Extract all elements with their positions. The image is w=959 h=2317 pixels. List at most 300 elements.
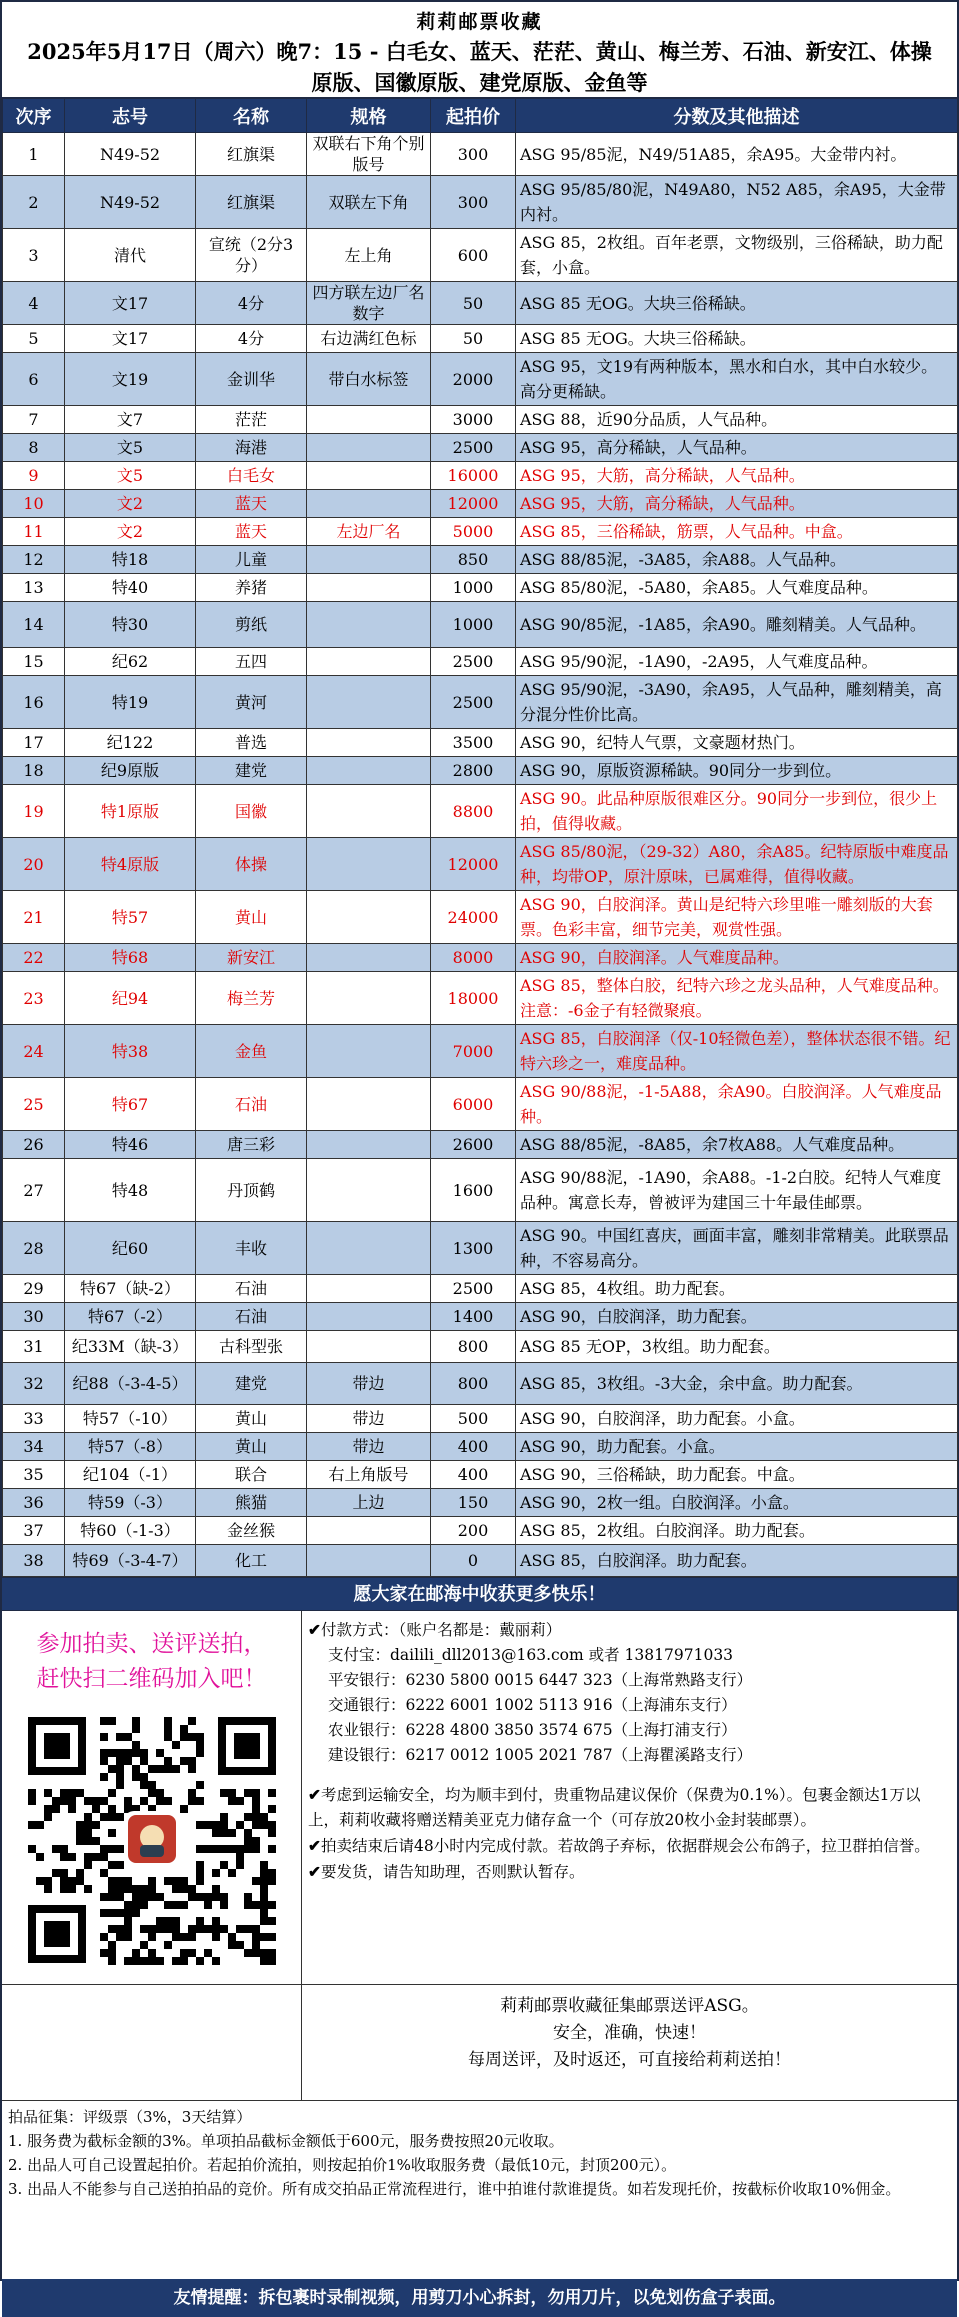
lot-code: 特67（缺-2） (65, 1275, 196, 1303)
lot-code: 纪104（-1） (65, 1461, 196, 1489)
lot-start-price: 1600 (431, 1159, 516, 1222)
lot-start-price: 1000 (431, 574, 516, 602)
lot-number: 13 (3, 574, 65, 602)
lot-start-price: 16000 (431, 462, 516, 490)
lot-name: 熊猫 (196, 1489, 307, 1517)
page-subtitle-line1: 2025年5月17日（周六）晚7：15 - 白毛女、蓝天、茫茫、黄山、梅兰芳、石油、新安江、体操 (27, 39, 932, 64)
table-row (3, 434, 958, 462)
lot-spec (307, 1275, 431, 1303)
qr-code-graphic (22, 1711, 282, 1969)
lot-number: 26 (3, 1131, 65, 1159)
lot-number: 37 (3, 1517, 65, 1545)
lot-start-price: 12000 (431, 838, 516, 891)
header-spec: 规格 (307, 99, 431, 133)
lot-name: 金训华 (196, 353, 307, 406)
table-row (3, 972, 958, 1025)
lot-start-price: 18000 (431, 972, 516, 1025)
lot-code: 文5 (65, 434, 196, 462)
note-shipping: 考虑到运输安全，均为顺丰到付，贵重物品建议保价（保费为0.1%）。包裹金额达1万以上，莉莉收藏将赠送精美亚克力储存盒一个（可存放20枚小金封装邮票）。 (308, 1786, 921, 1829)
lot-description: ASG 90。此品种原版很难区分。90同分一步到位，很少上拍，值得收藏。 (516, 785, 958, 838)
lot-name: 黄山 (196, 1405, 307, 1433)
lot-spec: 四方联左边厂名数字 (307, 282, 431, 325)
lot-description: ASG 90，白胶润泽。人气难度品种。 (516, 944, 958, 972)
lot-description: ASG 85，整体白胶，纪特六珍之龙头品种，人气难度品种。注意：-6金子有轻微聚痕。 (516, 972, 958, 1025)
table-row (3, 490, 958, 518)
lot-name: 剪纸 (196, 602, 307, 648)
alipay-line: 支付宝：dailili_dll2013@163.com 或者 13817971033 (328, 1646, 734, 1664)
lot-start-price: 850 (431, 546, 516, 574)
lot-name: 丰收 (196, 1222, 307, 1275)
lot-name: 黄山 (196, 891, 307, 944)
lot-code: 纪62 (65, 648, 196, 676)
payment-label: 付款方式：（账户名都是：戴丽莉） (321, 1621, 562, 1639)
lot-name: 养猪 (196, 574, 307, 602)
lot-description: ASG 85 无OG。大块三俗稀缺。 (516, 325, 958, 353)
lot-start-price: 2000 (431, 353, 516, 406)
lot-spec (307, 648, 431, 676)
lot-description: ASG 95，文19有两种版本，黑水和白水，其中白水较少。高分更稀缺。 (516, 353, 958, 406)
lot-code: 特18 (65, 546, 196, 574)
lot-description: ASG 88，近90分品质，人气品种。 (516, 406, 958, 434)
table-row (3, 282, 958, 325)
lot-number: 22 (3, 944, 65, 972)
lot-number: 21 (3, 891, 65, 944)
lot-name: 白毛女 (196, 462, 307, 490)
bank-line-0: 平安银行：6230 5800 0015 6447 323（上海常熟路支行） (328, 1671, 753, 1689)
lot-start-price: 3000 (431, 406, 516, 434)
lot-number: 30 (3, 1303, 65, 1331)
lot-number: 4 (3, 282, 65, 325)
lot-number: 10 (3, 490, 65, 518)
lot-description: ASG 85，白胶润泽（仅-10轻微色差），整体状态很不错。纪特六珍之一，难度品种。 (516, 1025, 958, 1078)
lot-description: ASG 85，4枚组。助力配套。 (516, 1275, 958, 1303)
check-icon: ✔ (308, 1862, 321, 1881)
qr-code[interactable] (22, 1711, 282, 1969)
lot-spec (307, 574, 431, 602)
lot-description: ASG 90，2枚一组。白胶润泽。小盒。 (516, 1489, 958, 1517)
lot-description: ASG 95，大筋，高分稀缺，人气品种。 (516, 490, 958, 518)
lot-name: 茫茫 (196, 406, 307, 434)
bank-line-1: 交通银行：6222 6001 1002 5113 916（上海浦东支行） (328, 1696, 737, 1714)
table-row (3, 518, 958, 546)
consignment-rules (2, 2101, 957, 2279)
table-row (3, 1275, 958, 1303)
lot-name: 4分 (196, 282, 307, 325)
lot-name: 梅兰芳 (196, 972, 307, 1025)
lot-number: 7 (3, 406, 65, 434)
lot-code: 特46 (65, 1131, 196, 1159)
lot-number: 17 (3, 729, 65, 757)
lot-start-price: 3500 (431, 729, 516, 757)
table-row (3, 133, 958, 176)
lot-description: ASG 95/90泥，-1A90，-2A95，人气难度品种。 (516, 648, 958, 676)
lot-code: 清代 (65, 229, 196, 282)
table-row (3, 1025, 958, 1078)
lot-number: 27 (3, 1159, 65, 1222)
lot-spec: 右上角版号 (307, 1461, 431, 1489)
table-row (3, 1363, 958, 1405)
lot-start-price: 8800 (431, 785, 516, 838)
table-row (3, 176, 958, 229)
lot-description: ASG 90，助力配套。小盒。 (516, 1433, 958, 1461)
lot-name: 联合 (196, 1461, 307, 1489)
table-row (3, 1159, 958, 1222)
lot-number: 35 (3, 1461, 65, 1489)
lot-description: ASG 95，高分稀缺，人气品种。 (516, 434, 958, 462)
lot-spec (307, 1517, 431, 1545)
lot-start-price: 400 (431, 1433, 516, 1461)
lot-table (2, 98, 958, 1577)
lot-name: 石油 (196, 1303, 307, 1331)
table-row (3, 546, 958, 574)
rules-title: 拍品征集：评级票（3%，3天结算） (8, 2108, 252, 2126)
lot-number: 29 (3, 1275, 65, 1303)
lot-start-price: 2500 (431, 1275, 516, 1303)
lot-description: ASG 85，三俗稀缺，筋票，人气品种。中盒。 (516, 518, 958, 546)
lot-spec (307, 406, 431, 434)
lot-spec (307, 676, 431, 729)
header-code: 志号 (65, 99, 196, 133)
lot-start-price: 50 (431, 282, 516, 325)
rule-item-2: 2. 出品人可自己设置起拍价。若起拍价流拍，则按起拍价1%收取服务费（最低10元，封顶200元）。 (8, 2156, 677, 2174)
lot-description: ASG 85/80泥，（29-32）A80，余A85。纪特原版中难度品种，均带OP，原汁原味，已属难得，值得收藏。 (516, 838, 958, 891)
lot-code: 特4原版 (65, 838, 196, 891)
lot-spec (307, 1078, 431, 1131)
lot-description: ASG 85 无OG。大块三俗稀缺。 (516, 282, 958, 325)
lot-start-price: 300 (431, 133, 516, 176)
lot-spec: 右边满红色标 (307, 325, 431, 353)
lot-code: 特38 (65, 1025, 196, 1078)
lot-spec (307, 1159, 431, 1222)
lot-code: 特30 (65, 602, 196, 648)
motto-section (2, 1985, 957, 2101)
lot-description: ASG 88/85泥，-8A85，余7枚A88。人气难度品种。 (516, 1131, 958, 1159)
lot-description: ASG 90，白胶润泽，助力配套。小盒。 (516, 1405, 958, 1433)
lot-number: 12 (3, 546, 65, 574)
lot-start-price: 600 (431, 229, 516, 282)
lot-number: 24 (3, 1025, 65, 1078)
lot-number: 11 (3, 518, 65, 546)
table-row (3, 602, 958, 648)
table-row (3, 353, 958, 406)
lot-spec: 带边 (307, 1363, 431, 1405)
lot-number: 2 (3, 176, 65, 229)
lot-name: 儿童 (196, 546, 307, 574)
lot-number: 8 (3, 434, 65, 462)
lot-description: ASG 90/88泥，-1-5A88，余A90。白胶润泽。人气难度品种。 (516, 1078, 958, 1131)
lot-start-price: 6000 (431, 1078, 516, 1131)
check-icon: ✔ (308, 1620, 321, 1639)
lot-description: ASG 90。中国红喜庆，画面丰富，雕刻非常精美。此联票品种，不容易高分。 (516, 1222, 958, 1275)
lot-code: 特67（-2） (65, 1303, 196, 1331)
lot-name: 普选 (196, 729, 307, 757)
lot-code: 特69（-3-4-7） (65, 1545, 196, 1577)
lot-spec: 上边 (307, 1489, 431, 1517)
lot-description: ASG 90/85泥，-1A85，余A90。雕刻精美。人气品种。 (516, 602, 958, 648)
lot-number: 15 (3, 648, 65, 676)
lot-name: 金丝猴 (196, 1517, 307, 1545)
lot-spec (307, 944, 431, 972)
lot-code: 特48 (65, 1159, 196, 1222)
lot-start-price: 7000 (431, 1025, 516, 1078)
table-row (3, 1222, 958, 1275)
page-subtitle-line2: 原版、国徽原版、建党原版、金鱼等 (311, 70, 648, 95)
lot-number: 16 (3, 676, 65, 729)
lot-start-price: 1300 (431, 1222, 516, 1275)
lot-number: 14 (3, 602, 65, 648)
lot-number: 31 (3, 1331, 65, 1363)
lot-name: 4分 (196, 325, 307, 353)
lot-name: 蓝天 (196, 518, 307, 546)
lot-spec (307, 891, 431, 944)
lot-start-price: 200 (431, 1517, 516, 1545)
lot-description: ASG 90/88泥，-1A90，余A88。-1-2白胶。纪特人气难度品种。寓意长寿，曾被评为建国三十年最佳邮票。 (516, 1159, 958, 1222)
lot-spec (307, 729, 431, 757)
check-icon: ✔ (308, 1785, 321, 1804)
lot-start-price: 800 (431, 1331, 516, 1363)
lot-number: 19 (3, 785, 65, 838)
lot-start-price: 0 (431, 1545, 516, 1577)
rule-item-3: 3. 出品人不能参与自己送拍拍品的竞价。所有成交拍品正常流程进行，谁中拍谁付款谁提货。如若发现托价，按截标价收取10%佣金。 (8, 2180, 901, 2198)
table-row (3, 676, 958, 729)
table-row (3, 1461, 958, 1489)
lot-number: 18 (3, 757, 65, 785)
lot-start-price: 150 (431, 1489, 516, 1517)
lot-code: 特57（-8） (65, 1433, 196, 1461)
lot-name: 金鱼 (196, 1025, 307, 1078)
lot-start-price: 5000 (431, 518, 516, 546)
lot-spec (307, 1131, 431, 1159)
lot-description: ASG 85/80泥，-5A80，余A85。人气难度品种。 (516, 574, 958, 602)
lot-code: 文2 (65, 518, 196, 546)
lot-code: 文2 (65, 490, 196, 518)
lot-code: 纪33M（缺-3） (65, 1331, 196, 1363)
lot-description: ASG 90，三俗稀缺，助力配套。中盒。 (516, 1461, 958, 1489)
lot-number: 3 (3, 229, 65, 282)
lot-code: 文17 (65, 282, 196, 325)
lot-code: 纪122 (65, 729, 196, 757)
info-section (2, 1611, 957, 1985)
table-row (3, 1303, 958, 1331)
promo-panel (2, 1611, 302, 1984)
wish-banner: 愿大家在邮海中收获更多快乐！ (2, 1577, 957, 1611)
lot-spec (307, 462, 431, 490)
table-header-row (3, 99, 958, 133)
lot-name: 唐三彩 (196, 1131, 307, 1159)
table-row (3, 406, 958, 434)
lot-start-price: 12000 (431, 490, 516, 518)
promo-line2: 赶快扫二维码加入吧！ (36, 1666, 267, 1692)
lot-name: 五四 (196, 648, 307, 676)
lot-start-price: 1400 (431, 1303, 516, 1331)
lot-start-price: 24000 (431, 891, 516, 944)
lot-number: 25 (3, 1078, 65, 1131)
table-row (3, 757, 958, 785)
table-row (3, 1331, 958, 1363)
table-row (3, 1545, 958, 1577)
lot-name: 黄河 (196, 676, 307, 729)
lot-spec (307, 1025, 431, 1078)
lot-name: 石油 (196, 1078, 307, 1131)
lot-name: 国徽 (196, 785, 307, 838)
header-price: 起拍价 (431, 99, 516, 133)
lot-spec (307, 972, 431, 1025)
lot-code: 文17 (65, 325, 196, 353)
note-payment-deadline: 拍卖结束后请48小时内完成付款。若故鸽子弃标，依据群规会公布鸽子，拉卫群拍信誉。 (321, 1837, 930, 1855)
lot-code: 纪94 (65, 972, 196, 1025)
lot-spec (307, 546, 431, 574)
lot-start-price: 400 (431, 1461, 516, 1489)
lot-code: 文5 (65, 462, 196, 490)
lot-description: ASG 85 无OP，3枚组。助力配套。 (516, 1331, 958, 1363)
lot-number: 38 (3, 1545, 65, 1577)
lot-start-price: 8000 (431, 944, 516, 972)
lot-description: ASG 90，白胶润泽。黄山是纪特六珍里唯一雕刻版的大套票。色彩丰富，细节完美，观赏性强。 (516, 891, 958, 944)
lot-code: 纪9原版 (65, 757, 196, 785)
lot-name: 蓝天 (196, 490, 307, 518)
lot-spec (307, 1222, 431, 1275)
lot-number: 5 (3, 325, 65, 353)
table-row (3, 1078, 958, 1131)
table-row (3, 1489, 958, 1517)
lot-name: 海港 (196, 434, 307, 462)
lot-description: ASG 85，2枚组。白胶润泽。助力配套。 (516, 1517, 958, 1545)
lot-spec: 左上角 (307, 229, 431, 282)
lot-description: ASG 88/85泥，-3A85，余A88。人气品种。 (516, 546, 958, 574)
lot-number: 20 (3, 838, 65, 891)
lot-spec (307, 757, 431, 785)
lot-description: ASG 95/85泥，N49/51A85，余A95。大金带内衬。 (516, 133, 958, 176)
lot-name: 红旗渠 (196, 133, 307, 176)
lot-code: 特67 (65, 1078, 196, 1131)
header-desc: 分数及其他描述 (516, 99, 958, 133)
lot-description: ASG 90，原版资源稀缺。90同分一步到位。 (516, 757, 958, 785)
lot-description: ASG 90，纪特人气票，文豪题材热门。 (516, 729, 958, 757)
lot-description: ASG 95/85/80泥，N49A80，N52 A85，余A95，大金带内衬。 (516, 176, 958, 229)
title-block (2, 2, 957, 98)
motto-line3: 每周送评，及时返还，可直接给莉莉送拍！ (468, 2050, 791, 2070)
lot-start-price: 2500 (431, 648, 516, 676)
lot-number: 1 (3, 133, 65, 176)
lot-code: N49-52 (65, 176, 196, 229)
table-row (3, 648, 958, 676)
table-row (3, 325, 958, 353)
lot-code: 纪88（-3-4-5） (65, 1363, 196, 1405)
lot-description: ASG 85，白胶润泽。助力配套。 (516, 1545, 958, 1577)
lot-name: 石油 (196, 1275, 307, 1303)
lot-spec (307, 434, 431, 462)
table-row (3, 891, 958, 944)
lot-start-price: 800 (431, 1363, 516, 1405)
lot-name: 化工 (196, 1545, 307, 1577)
lot-number: 34 (3, 1433, 65, 1461)
lot-spec: 双联右下角个别版号 (307, 133, 431, 176)
lot-code: 特19 (65, 676, 196, 729)
lot-name: 黄山 (196, 1433, 307, 1461)
lot-name: 建党 (196, 757, 307, 785)
lot-name: 丹顶鹤 (196, 1159, 307, 1222)
lot-description: ASG 85，2枚组。百年老票，文物级别，三俗稀缺，助力配套，小盒。 (516, 229, 958, 282)
lot-start-price: 2600 (431, 1131, 516, 1159)
lot-spec: 带边 (307, 1405, 431, 1433)
lot-number: 32 (3, 1363, 65, 1405)
lot-code: 特57 (65, 891, 196, 944)
table-row (3, 729, 958, 757)
lot-spec (307, 785, 431, 838)
lot-spec (307, 1545, 431, 1577)
lot-start-price: 50 (431, 325, 516, 353)
lot-code: 特59（-3） (65, 1489, 196, 1517)
lot-start-price: 2500 (431, 676, 516, 729)
lot-start-price: 2800 (431, 757, 516, 785)
lot-name: 古科型张 (196, 1331, 307, 1363)
lot-spec: 左边厂名 (307, 518, 431, 546)
lot-number: 9 (3, 462, 65, 490)
lot-description: ASG 85，3枚组。-3大金，余中盒。助力配套。 (516, 1363, 958, 1405)
table-row (3, 574, 958, 602)
lot-table-body (3, 133, 958, 1577)
lot-code: N49-52 (65, 133, 196, 176)
lot-code: 文7 (65, 406, 196, 434)
lot-number: 6 (3, 353, 65, 406)
lot-code: 特60（-1-3） (65, 1517, 196, 1545)
table-row (3, 1517, 958, 1545)
lot-code: 特57（-10） (65, 1405, 196, 1433)
lot-number: 36 (3, 1489, 65, 1517)
lot-spec: 带边 (307, 1433, 431, 1461)
header-name: 名称 (196, 99, 307, 133)
lot-name: 建党 (196, 1363, 307, 1405)
lot-start-price: 300 (431, 176, 516, 229)
lot-description: ASG 90，白胶润泽，助力配套。 (516, 1303, 958, 1331)
lot-description: ASG 95，大筋，高分稀缺，人气品种。 (516, 462, 958, 490)
lot-start-price: 500 (431, 1405, 516, 1433)
page-title: 莉莉邮票收藏 (416, 11, 543, 33)
table-row (3, 229, 958, 282)
lot-number: 23 (3, 972, 65, 1025)
table-row (3, 785, 958, 838)
lot-start-price: 1000 (431, 602, 516, 648)
lot-start-price: 2500 (431, 434, 516, 462)
check-icon: ✔ (308, 1836, 321, 1855)
bank-line-2: 农业银行：6228 4800 3850 3574 675（上海打浦支行） (328, 1721, 737, 1739)
lot-number: 33 (3, 1405, 65, 1433)
lot-spec (307, 1303, 431, 1331)
table-row (3, 1405, 958, 1433)
promo-line1: 参加拍卖、送评送拍， (36, 1631, 267, 1657)
motto-line1: 莉莉邮票收藏征集邮票送评ASG。 (500, 1996, 759, 2016)
lot-spec (307, 1331, 431, 1363)
lot-description: ASG 95/90泥，-3A90，余A95，人气品种，雕刻精美，高分混分性价比高。 (516, 676, 958, 729)
lot-name: 红旗渠 (196, 176, 307, 229)
table-row (3, 1433, 958, 1461)
lot-name: 体操 (196, 838, 307, 891)
rule-item-1: 1. 服务费为截标金额的3%。单项拍品截标金额低于600元，服务费按照20元收取。 (8, 2132, 564, 2150)
table-row (3, 944, 958, 972)
lot-code: 文19 (65, 353, 196, 406)
lot-spec (307, 602, 431, 648)
footer-reminder: 友情提醒：拆包裹时录制视频，用剪刀小心拆封，勿用刀片，以免划伤盒子表面。 (2, 2279, 957, 2317)
bank-line-3: 建设银行：6217 0012 1005 2021 787（上海瞿溪路支行） (328, 1746, 753, 1764)
table-row (3, 838, 958, 891)
table-row (3, 1131, 958, 1159)
lot-name: 新安江 (196, 944, 307, 972)
note-delivery: 要发货，请告知助理，否则默认暂存。 (321, 1863, 585, 1881)
lot-number: 28 (3, 1222, 65, 1275)
lot-spec (307, 490, 431, 518)
lot-code: 纪60 (65, 1222, 196, 1275)
table-row (3, 462, 958, 490)
